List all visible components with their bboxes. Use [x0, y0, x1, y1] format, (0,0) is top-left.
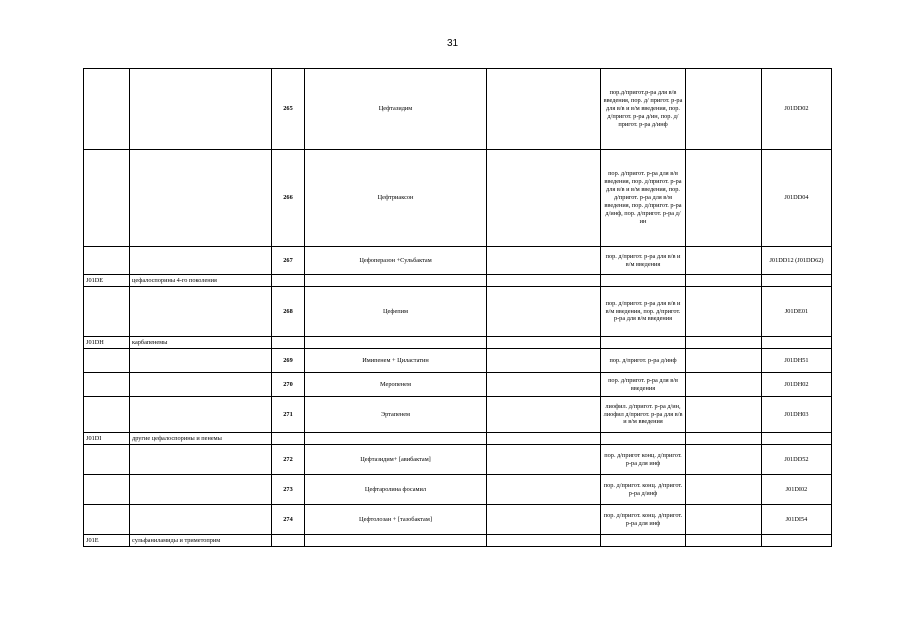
empty-cell: [84, 397, 130, 433]
drug-number: 265: [272, 69, 305, 150]
drug-form: лиофил. д/пригот. р-ра д/ин, лиофил д/пригот. р-ра для в/в и в/м введения: [601, 397, 686, 433]
empty-cell: [487, 475, 601, 505]
page-number: 31: [446, 38, 459, 49]
empty-cell: [84, 349, 130, 373]
atc-code: J01DD04: [762, 150, 832, 247]
drug-name: Цефтазидим+ [авибактам]: [305, 445, 487, 475]
table-row: [84, 505, 832, 535]
empty-cell: [686, 475, 762, 505]
empty-cell: [487, 535, 601, 547]
drug-name: Цефоперазон +Сульбактам: [305, 247, 487, 275]
drug-form: пор. д/пригот. конц. д/пригот. р-ра для инф: [601, 505, 686, 535]
drug-number: 273: [272, 475, 305, 505]
group-row: [84, 535, 832, 547]
empty-cell: [487, 349, 601, 373]
empty-cell: [487, 275, 601, 287]
atc-code: J01DH51: [762, 349, 832, 373]
empty-cell: [487, 247, 601, 275]
empty-cell: [84, 69, 130, 150]
empty-cell: [686, 247, 762, 275]
empty-cell: [686, 150, 762, 247]
empty-cell: [686, 445, 762, 475]
empty-cell: [686, 535, 762, 547]
drug-name: Цефтазидим: [305, 69, 487, 150]
atc-code: J01DI02: [762, 475, 832, 505]
drug-number: 266: [272, 150, 305, 247]
empty-cell: [487, 337, 601, 349]
empty-cell: [762, 337, 832, 349]
drug-name: Эртапенем: [305, 397, 487, 433]
atc-code: J01DI54: [762, 505, 832, 535]
empty-cell: [84, 475, 130, 505]
table-row: [84, 349, 832, 373]
drug-form: пор. д/пригот. р-ра д/инф: [601, 349, 686, 373]
empty-cell: [487, 445, 601, 475]
drug-number: 272: [272, 445, 305, 475]
atc-code: J01DH03: [762, 397, 832, 433]
atc-code: J01DE01: [762, 287, 832, 337]
table-row: [84, 247, 832, 275]
drug-name: Имипенем + Циластатин: [305, 349, 487, 373]
empty-cell: [487, 373, 601, 397]
empty-cell: [762, 275, 832, 287]
empty-cell: [601, 535, 686, 547]
empty-cell: [686, 275, 762, 287]
empty-cell: [130, 445, 272, 475]
empty-cell: [686, 505, 762, 535]
empty-cell: [130, 397, 272, 433]
drug-name: Цефтолозан + [тазобактам]: [305, 505, 487, 535]
drug-form: пор.д/пригот.р-ра для в/в введения, пор. д/ пригот. р-ра для в/в и в/м введения, пор. д/пригот. р-ра д/ин, пор. д/пригот. р-ра д/инф: [601, 69, 686, 150]
empty-cell: [686, 349, 762, 373]
empty-cell: [686, 69, 762, 150]
empty-cell: [762, 535, 832, 547]
group-code: J01E: [84, 535, 130, 547]
table-row: [84, 150, 832, 247]
empty-cell: [130, 287, 272, 337]
drug-table: [83, 68, 832, 547]
drug-form: пор. д/пригот. р-ра для в/в и в/м введения, пор. д/пригот. р-ра для в/м введения: [601, 287, 686, 337]
table-row: [84, 287, 832, 337]
group-label: карбапенемы: [130, 337, 272, 349]
empty-cell: [84, 505, 130, 535]
table-row: [84, 445, 832, 475]
empty-cell: [601, 275, 686, 287]
group-row: [84, 433, 832, 445]
empty-cell: [130, 505, 272, 535]
drug-number: 269: [272, 349, 305, 373]
empty-cell: [84, 287, 130, 337]
group-code: J01DH: [84, 337, 130, 349]
empty-cell: [272, 337, 305, 349]
empty-cell: [487, 287, 601, 337]
drug-name: Цефепим: [305, 287, 487, 337]
drug-form: пор. д/пригот конц. д/пригот. р-ра для инф: [601, 445, 686, 475]
group-row: [84, 337, 832, 349]
empty-cell: [84, 445, 130, 475]
empty-cell: [130, 150, 272, 247]
empty-cell: [130, 373, 272, 397]
empty-cell: [305, 535, 487, 547]
atc-code: J01DH02: [762, 373, 832, 397]
drug-number: 274: [272, 505, 305, 535]
empty-cell: [686, 433, 762, 445]
empty-cell: [272, 535, 305, 547]
empty-cell: [130, 349, 272, 373]
group-label: другие цефалоспорины и пенемы: [130, 433, 272, 445]
empty-cell: [130, 475, 272, 505]
table-row: [84, 475, 832, 505]
empty-cell: [487, 69, 601, 150]
group-code: J01DE: [84, 275, 130, 287]
empty-cell: [601, 433, 686, 445]
empty-cell: [84, 373, 130, 397]
empty-cell: [487, 397, 601, 433]
empty-cell: [686, 373, 762, 397]
drug-number: 271: [272, 397, 305, 433]
empty-cell: [487, 505, 601, 535]
atc-code: J01DD02: [762, 69, 832, 150]
empty-cell: [272, 433, 305, 445]
drug-number: 270: [272, 373, 305, 397]
empty-cell: [487, 150, 601, 247]
empty-cell: [305, 337, 487, 349]
empty-cell: [84, 150, 130, 247]
drug-name: Цефтриаксон: [305, 150, 487, 247]
drug-name: Меропенем: [305, 373, 487, 397]
empty-cell: [130, 247, 272, 275]
drug-number: 268: [272, 287, 305, 337]
table-row: [84, 69, 832, 150]
atc-code: J01DD12 (J01DD62): [762, 247, 832, 275]
empty-cell: [84, 247, 130, 275]
group-label: цефалоспорины 4-го поколения: [130, 275, 272, 287]
drug-form: пор. д/пригот. р-ра для в/в введения, пор. д/пригот. р-ра для в/в и в/м введения, пор. д/пригот. р-ра для в/м введения, пор. д/пригот. р-ра д/инф, пор. д/пригот. р-ра д/ин: [601, 150, 686, 247]
group-code: J01DI: [84, 433, 130, 445]
table-row: [84, 397, 832, 433]
drug-number: 267: [272, 247, 305, 275]
empty-cell: [272, 275, 305, 287]
atc-code: J01DD52: [762, 445, 832, 475]
empty-cell: [686, 397, 762, 433]
empty-cell: [305, 433, 487, 445]
empty-cell: [601, 337, 686, 349]
drug-form: пор. д/пригот. р-ра для в/в и в/м введения: [601, 247, 686, 275]
group-label: сульфаниламиды и триметоприм: [130, 535, 272, 547]
empty-cell: [686, 287, 762, 337]
group-row: [84, 275, 832, 287]
empty-cell: [130, 69, 272, 150]
drug-form: пор. д/пригот. конц. д/пригот. р-ра д/инф: [601, 475, 686, 505]
drug-form: пор. д/пригот. р-ра для в/в введения: [601, 373, 686, 397]
empty-cell: [305, 275, 487, 287]
table-row: [84, 373, 832, 397]
empty-cell: [686, 337, 762, 349]
empty-cell: [762, 433, 832, 445]
empty-cell: [487, 433, 601, 445]
drug-name: Цефтаролина фосамил: [305, 475, 487, 505]
